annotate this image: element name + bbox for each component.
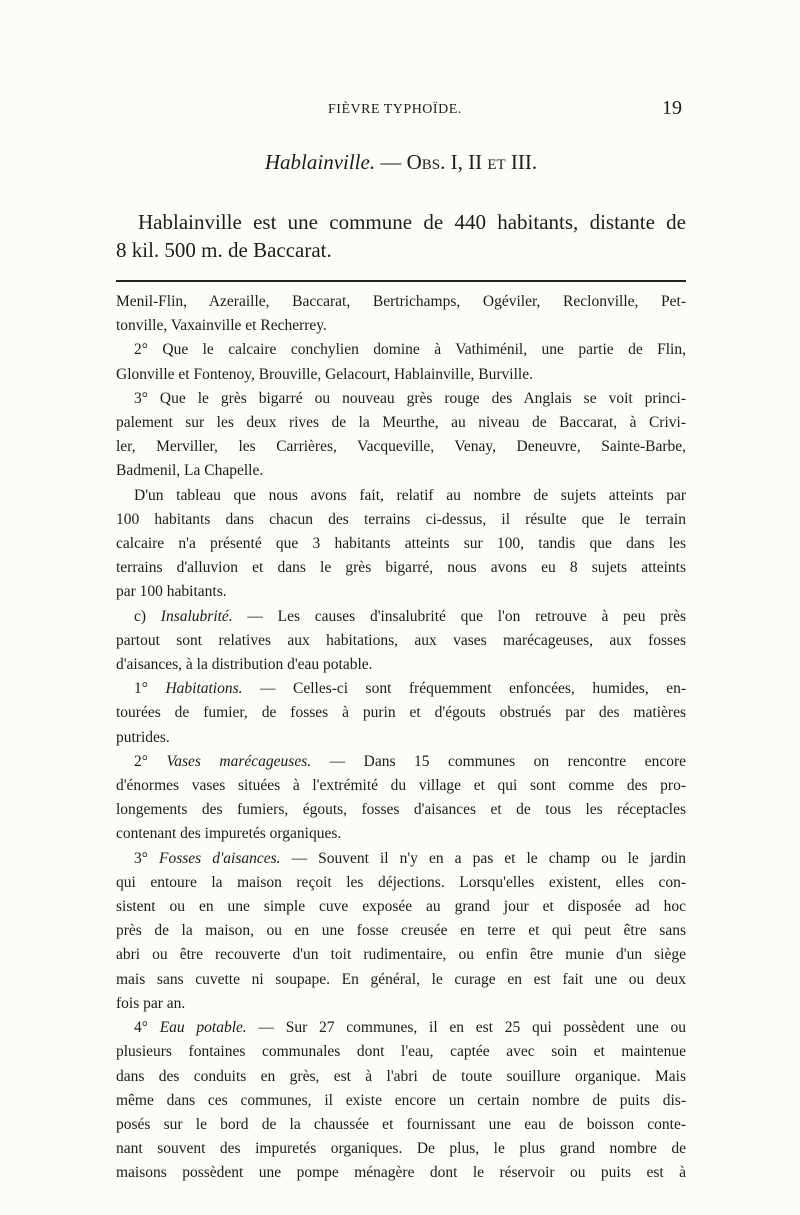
enum-label: 3° — [134, 849, 159, 867]
text-line: 3° Que le grès bigarré ou nouveau grès rouge des Anglais se voit princi- — [134, 389, 686, 407]
enum-label: c) — [134, 607, 161, 625]
paragraph — [116, 484, 686, 605]
text-line: Glonville et Fontenoy, Brouville, Gelacourt, Hablainville, Burville. — [116, 365, 533, 383]
paragraph — [116, 338, 686, 386]
enum-label: 1° — [134, 680, 166, 698]
page-number: 19 — [662, 97, 682, 119]
text-line: mais sans cuvette ni soupape. En général, le curage en est fait une ou deux — [116, 970, 686, 988]
text-line: d'aisances, à la distribution d'eau potable. — [116, 656, 373, 674]
text-line: Menil-Flin, Azeraille, Baccarat, Bertrichamps, Ogéviler, Reclonville, Pet- — [116, 293, 686, 310]
text-line: terrains d'alluvion et dans le grès bigarré, nous avons eu 8 sujets atteints — [116, 559, 686, 577]
enum-label: 4° — [134, 1019, 160, 1037]
horizontal-rule — [116, 280, 686, 282]
text-line: 2° Que le calcaire conchylien domine à Vathiménil, une partie de Flin, — [134, 341, 686, 359]
section-title: Fosses d'aisances. — [159, 849, 281, 867]
text-line: nant souvent des impuretés organiques. De plus, le plus grand nombre de — [116, 1140, 686, 1158]
body-text — [116, 290, 686, 1186]
paragraph — [116, 290, 686, 338]
section-title: Vases marécageuses. — [166, 752, 312, 770]
intro-line: Hablainville est une commune de 440 habitants, distante de — [138, 210, 686, 234]
text-line: tourées de fumier, de fosses à purin et d'égouts obstrués par des matières — [116, 704, 686, 722]
text-line: fois par an. — [116, 994, 186, 1012]
text-line: contenant des impuretés organiques. — [116, 825, 342, 843]
section-title: Habitations. — [165, 680, 243, 698]
intro-line: 8 kil. 500 m. de Baccarat. — [116, 238, 332, 262]
text-line: dans des conduits en grès, est à l'abri de toute souillure organique. Mais — [116, 1067, 686, 1085]
first-line-text: — Celles-ci sont fréquemment enfoncées, humides, en- — [242, 680, 686, 698]
heading-observations: Obs. I, II et III. — [406, 150, 538, 174]
text-line: partout sont relatives aux habitations, aux vases marécageuses, aux fosses — [116, 631, 686, 649]
text-line: palement sur les deux rives de la Meurthe, au niveau de Baccarat, à Crivi- — [116, 414, 686, 432]
intro-paragraph — [116, 208, 686, 264]
paragraph — [116, 677, 686, 750]
text-line: calcaire n'a présenté que 3 habitants atteints sur 100, tandis que dans les — [116, 535, 686, 553]
first-line-text: — Souvent il n'y en a pas et le champ ou le jardin — [280, 849, 687, 867]
text-line: ler, Merviller, les Carrières, Vacqueville, Venay, Deneuvre, Sainte-Barbe, — [116, 438, 686, 456]
text-line: près de la maison, ou en une fosse creusée en terre et qui peut être sans — [116, 922, 686, 940]
text-line: par 100 habitants. — [116, 583, 227, 601]
running-title: FIÈVRE TYPHOÏDE. — [328, 102, 462, 117]
text-line: posés sur le bord de la chaussée et fournissant une eau de boisson conte- — [116, 1115, 686, 1133]
enum-label: 2° — [134, 752, 167, 770]
paragraph — [116, 750, 686, 847]
section-title: Eau potable. — [159, 1019, 247, 1037]
first-line-text: — Dans 15 communes on rencontre encore — [311, 752, 686, 770]
paragraph — [116, 847, 686, 1016]
running-head — [116, 97, 686, 124]
heading-dash: — — [375, 150, 407, 174]
text-line: D'un tableau que nous avons fait, relatif au nombre de sujets atteints par — [134, 486, 686, 504]
text-line: d'énormes vases situées à l'extrémité du village et qui sont comme des pro- — [116, 777, 686, 795]
text-line — [116, 605, 686, 629]
observation-heading — [116, 150, 686, 175]
section-title: Insalubrité. — [160, 607, 233, 625]
heading-place: Hablainville. — [264, 150, 376, 174]
text-line: tonville, Vaxainville et Recherrey. — [116, 317, 327, 335]
text-line: putrides. — [116, 728, 170, 746]
text-line: longements des fumiers, égouts, fosses d'aisances et de tous les réceptacles — [116, 801, 686, 819]
text-line: plusieurs fontaines communales dont l'eau, captée avec soin et maintenue — [116, 1043, 686, 1061]
text-line — [116, 750, 686, 774]
text-line — [116, 677, 686, 701]
text-line — [116, 847, 686, 871]
text-line: même dans ces communes, il existe encore un certain nombre de puits dis- — [116, 1091, 686, 1109]
text-line: Badmenil, La Chapelle. — [116, 462, 264, 480]
text-line — [116, 1016, 686, 1040]
text-line: sistent ou en une simple cuve exposée au grand jour et disposée ad hoc — [116, 898, 686, 916]
text-line: maisons possèdent une pompe ménagère dont le réservoir ou puits est à — [116, 1164, 686, 1182]
paragraph — [116, 605, 686, 678]
paragraph — [116, 387, 686, 484]
text-line: 100 habitants dans chacun des terrains ci-dessus, il résulte que le terrain — [116, 510, 686, 528]
paragraph — [116, 1016, 686, 1185]
first-line-text: — Les causes d'insalubrité que l'on retrouve à peu près — [232, 607, 686, 625]
first-line-text: — Sur 27 communes, il en est 25 qui possèdent une ou — [246, 1019, 686, 1037]
text-line: abri ou être recouverte d'un toit rudimentaire, ou enfin être munie d'un siège — [116, 946, 686, 964]
text-line: qui entoure la maison reçoit les déjections. Lorsqu'elles existent, elles con- — [116, 873, 686, 891]
